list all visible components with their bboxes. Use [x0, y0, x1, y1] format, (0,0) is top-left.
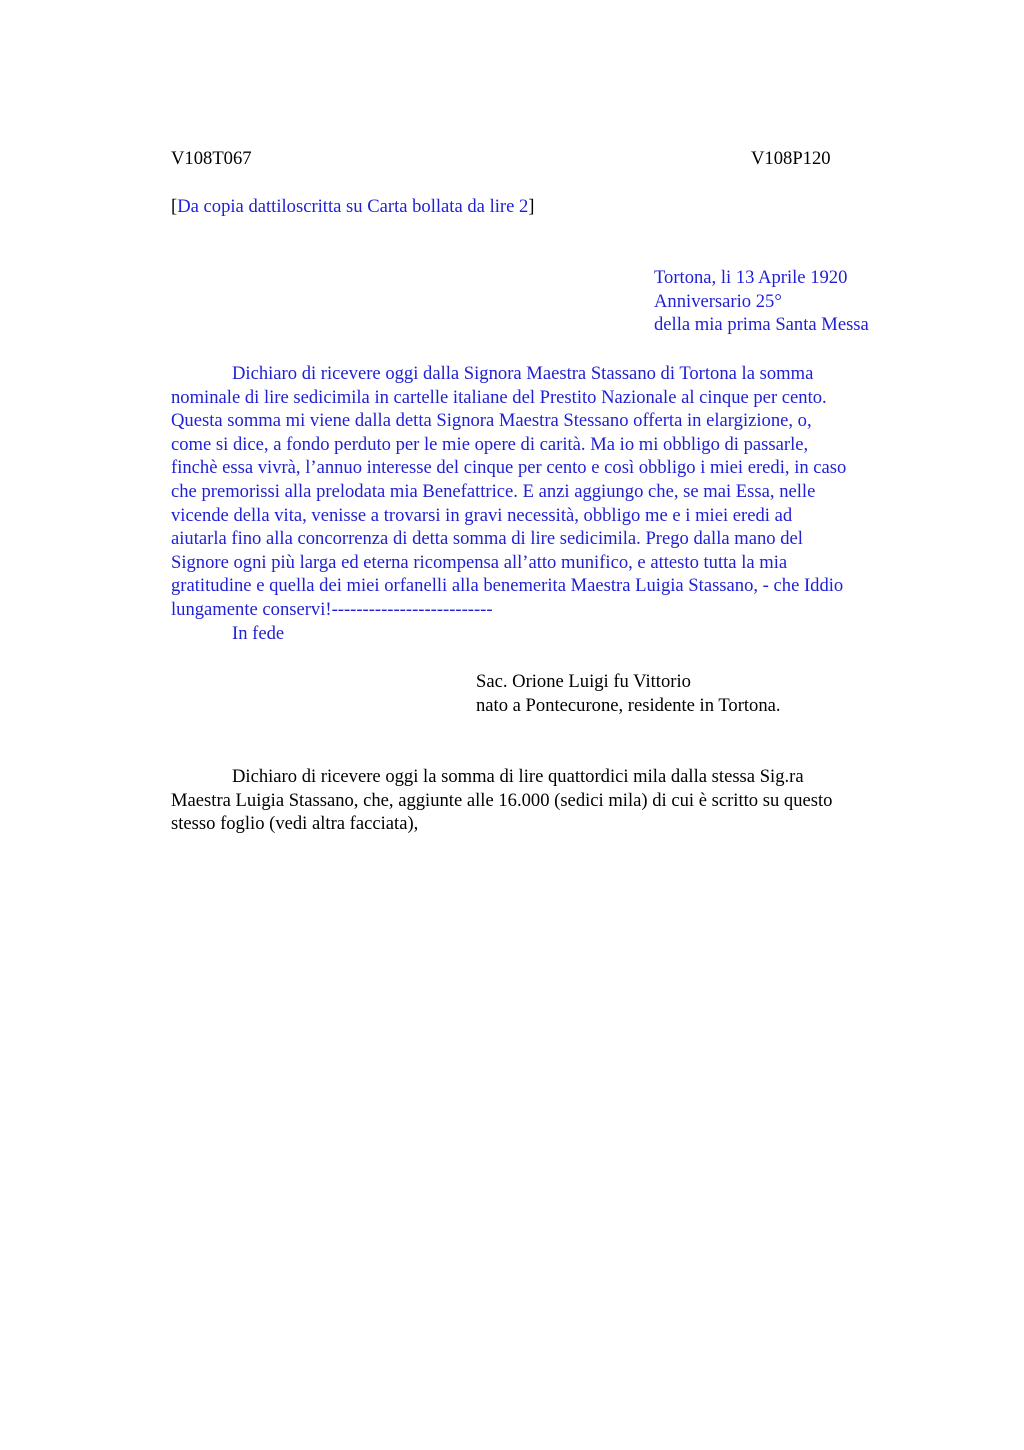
letter-line: aiutarla fino alla concorrenza di detta somma di lire sedicimila. Prego dalla mano del: [171, 528, 803, 550]
declaration-line: Dichiaro di ricevere oggi la somma di lire quattordici mila dalla stessa Sig.ra: [232, 766, 804, 787]
letter-body: [171, 362, 931, 645]
signature-origin: nato a Pontecurone, residente in Tortona.: [476, 694, 781, 716]
dateline: [654, 266, 869, 337]
source-note: [171, 196, 535, 218]
dateline-anniversary: Anniversario 25°: [654, 290, 782, 312]
declaration-line: Maestra Luigia Stassano, che, aggiunte alle 16.000 (sedici mila) di cui è scritto su questo: [171, 789, 833, 811]
letter-line: lungamente conservi!--------------------------: [171, 598, 493, 620]
letter-line: che premorissi alla prelodata mia Benefattrice. E anzi aggiungo che, se mai Essa, nelle: [171, 480, 816, 502]
letter-line: vicende della vita, venisse a trovarsi in gravi necessità, obbligo me e i miei eredi ad: [171, 504, 793, 526]
source-note-open-bracket: [: [171, 196, 178, 217]
letter-line: Signore ogni più larga ed eterna ricompensa all’atto munifico, e attesto tutta la mia: [171, 551, 788, 573]
signature-block: [476, 670, 781, 717]
second-declaration: [171, 765, 931, 836]
declaration-line: stesso foglio (vedi altra facciata),: [171, 813, 419, 835]
source-note-text: Da copia dattiloscritta su Carta bollata da lire 2: [177, 196, 529, 217]
letter-line: Questa somma mi viene dalla detta Signora Maestra Stessano offerta in elargizione, o,: [171, 410, 812, 432]
letter-line: finchè essa vivrà, l’annuo interesse del cinque per cento e così obbligo i miei eredi, in caso: [171, 457, 847, 479]
letter-closing: In fede: [232, 622, 285, 644]
dateline-place-date: Tortona, li 13 Aprile 1920: [654, 267, 848, 288]
source-note-close-bracket: ]: [528, 196, 535, 217]
signature-name: Sac. Orione Luigi fu Vittorio: [476, 671, 691, 692]
document-code-left: V108T067: [171, 148, 252, 169]
letter-line: gratitudine e quella dei miei orfanelli alla benemerita Maestra Luigia Stassano, - che Iddio: [171, 575, 844, 597]
document-code-right: V108P120: [751, 148, 831, 169]
letter-line: come si dice, a fondo perduto per le mie opere di carità. Ma io mi obbligo di passarle,: [171, 433, 809, 455]
letter-line: nominale di lire sedicimila in cartelle italiane del Prestito Nazionale al cinque per cento.: [171, 386, 827, 408]
dateline-mass: della mia prima Santa Messa: [654, 314, 869, 336]
letter-line: Dichiaro di ricevere oggi dalla Signora Maestra Stassano di Tortona la somma: [232, 363, 814, 384]
